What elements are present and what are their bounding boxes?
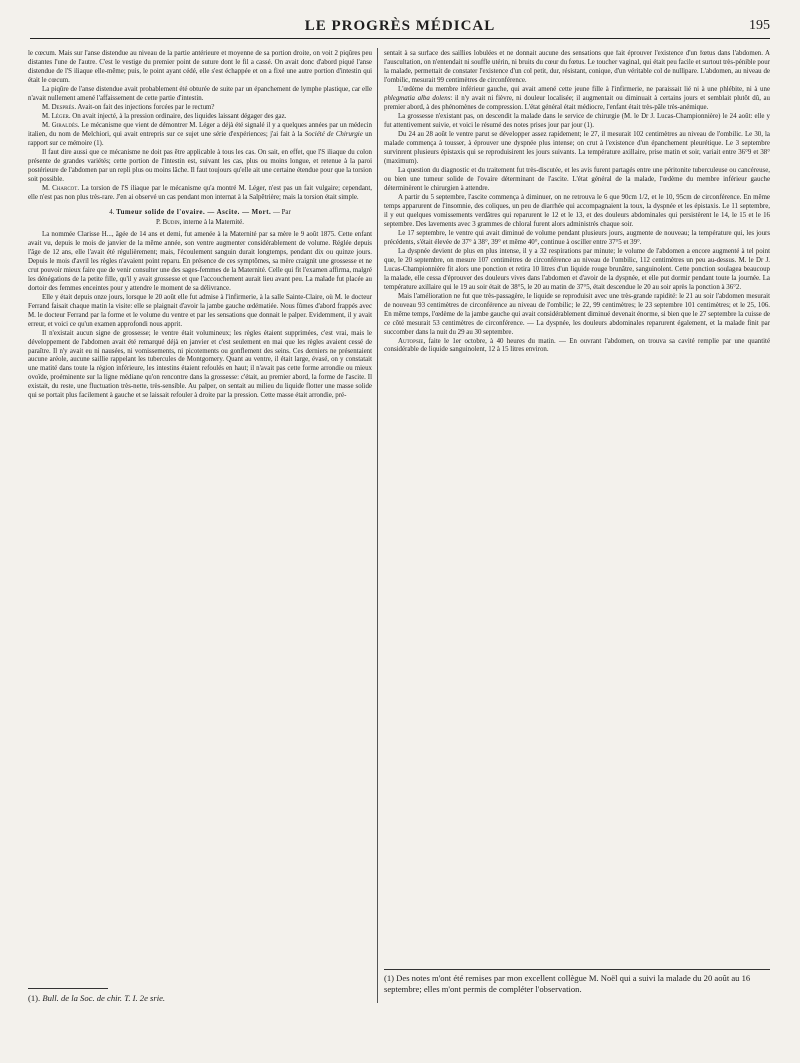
paragraph: le cœcum. Mais sur l'anse distendue au niveau de la partie antérieure et moyenne de sa portion droite, on voit 2 piqûres peu distantes l'une de l'autre. C'est le vestige du premier point de suture dont le fil a cassé. On avait donc d'abord piqué l'anse distendue de l'S iliaque elle-même; puis, le point ayant cédé, elle s'est échappée et on a fixé une autre portion d'intestin qui était le cœcum. <box>28 50 372 84</box>
article-title: Tumeur solide de l'ovaire. — Ascite. — Mort. <box>116 208 272 216</box>
paragraph: Il n'existait aucun signe de grossesse; le ventre était volumineux; les règles étaient supprimées, c'est vrai, mais le développement de l'abdomen avait été remarqué déjà en janvier et c'est seulement en mai que les règles avaient cessé de paraître. Il n'y avait eu ni nausées, ni vomissements, ni picotements ou gonflement des seins. Ces derniers ne présentaient aucune aréole, aucune saillie rappelant les tubercules de Montgomery. Quant au ventre, il était large, évasé, on y constatait une matité dans toute la région inférieure, les intestins étaient refoulés en haut; il n'avait pas cette forme arrondie ou mieux ovoïde, proéminente sur la ligne médiane qu'on rencontre dans la grossesse: c'était, au premier abord, la forme de l'ascite. Il existait, du reste, une fluctuation très-nette, très-sensible. Au palper, on sentait au milieu du liquide flotter une masse solide qui se portait plus facilement à gauche et se laissait refouler à droite par la pression. Cette masse était arrondie, pré- <box>28 329 372 400</box>
right-column <box>384 50 770 985</box>
paragraph: La piqûre de l'anse distendue avait probablement été obturée de suite par un épanchement de lymphe plastique, car elle n'avait nullement amené l'affaissement de cette partie d'intestin. <box>28 85 372 102</box>
author-role: , interne à la Maternité. <box>179 218 244 226</box>
footnote-left <box>28 988 372 1004</box>
footnote-text: Bull. de la Soc. de chir. T. I. 2e srie. <box>42 993 166 1003</box>
speaker-name: M. Charcot. <box>42 184 80 192</box>
speaker-name: M. Léger. <box>42 112 71 120</box>
speaker-name: M. Giraldès. <box>42 121 80 129</box>
paragraph: La grossesse n'existant pas, on descendit la malade dans le service de chirurgie (M. le Dr J. Lucas-Championnière) le 24 août: elle y fut attentivement suivie, et voici le résumé des notes prises jour par jour (1). <box>384 112 770 129</box>
footnote-right <box>384 969 770 995</box>
paragraph: Mais l'amélioration ne fut que très-passagère, le liquide se reproduisit avec une très-grande rapidité: le 21 au soir l'abdomen mesurait de nouveau 93 centimètres de circonférence au niveau de l'ombilic; le 22, 99 centimètres; le 23 septembre 101 centimètres; et le 25, 106. En même temps, l'œdème de la jambe gauche qui avait considérablement diminué devenait énorme, si bien que le 27 septembre la cuisse de ce côté mesurait 53 centimètres de circonférence. — La dyspnée, les douleurs abdominales reparurent également, et la malade finit par succomber dans la nuit du 29 au 30 septembre. <box>384 292 770 336</box>
speaker-text: Avait-on fait des injections forcées par le rectum? <box>76 103 215 111</box>
paragraph-text: L'œdème du membre inférieur gauche, qui avait amené cette jeune fille à l'infirmerie, ne paraissait lié ni à une phlébite, ni à une <box>398 85 770 93</box>
running-header <box>30 18 770 39</box>
speaker-name: M. Després. <box>42 103 77 111</box>
left-column <box>28 50 372 988</box>
paragraph-text: , faite le 1er octobre, à 40 heures du matin. — En ouvrant l'abdomen, on trouva sa cavité remplie par une quantité considérable de liquide sanguinolent, 12 à 15 litres environ. <box>384 337 770 354</box>
article-heading <box>28 209 372 218</box>
footnote-rule <box>384 969 770 970</box>
paragraph: Elle y était depuis onze jours, lorsque le 20 août elle fut admise à l'infirmerie, à la salle Sainte-Claire, où M. le docteur Ferrand faisait chaque matin la visite: elle se plaignait d'avoir la jambe gauche œdématiée. Nous fûmes d'abord frappés avec M. le docteur Ferrand par la forme et le volume du ventre et par les sensations que donnait le palper. Evidemment, il y avait erreur, et voici ce qu'un examen approfondi nous apprit. <box>28 293 372 328</box>
paragraph: La dyspnée devient de plus en plus intense, il y a 32 respirations par minute; le volume de l'abdomen a encore augmenté à tel point que, le 20 septembre, on mesure 107 centimètres de circonférence au niveau de l'ombilic, 112 centimètres un peu au-dessus. M. le Dr J. Lucas-Championnière fit alors une ponction et retira 10 litres d'un liquide rouge brunâtre, sanguinolent. Cette ponction soulagea beaucoup la malade, elle cessa d'éprouver des douleurs vives dans l'abdomen et d'avoir de la dyspnée, et elle put dormir pendant toute la journée. La température axillaire qui le 19 au soir était de 38°5, le 20 au matin de 37°5, était descendue le 20 au soir après la ponction à 36°2. <box>384 247 770 291</box>
paragraph: La question du diagnostic et du traitement fut très-discutée, et les avis furent partagés entre une péritonite tuberculeuse ou cancéreuse, ou bien une tumeur solide de l'ovaire déterminant de l'ascite. L'état général de la malade, l'œdème du membre inférieur gauche déterminèrent le chirurgien à attendre. <box>384 166 770 192</box>
column-divider <box>377 48 378 1003</box>
paragraph: La nommée Clarisse H..., âgée de 14 ans et demi, fut amenée à la Maternité par sa mère le 9 août 1875. Cette enfant avait vu, depuis le mois de janvier de la même année, son ventre augmenter considérablement de volume. Réglée depuis l'âge de 12 ans, elle l'avait été régulièrement; mais, l'écoulement sanguin durait longtemps, pendant dix ou quinze jours. Depuis le mois d'avril les règles n'avaient point reparu. En présence de ces symptômes, sa mère craignit une grossesse et ne crut pouvoir mieux faire que de venir consulter une des sages-femmes de la Maternité. Celle qui fit l'examen affirma, malgré les dénégations de la petite fille, qu'il y avait grossesse et que l'accouchement aurait lieu avant peu. La malade fut placée au dortoir des femmes enceintes pour y attendre le moment de sa délivrance. <box>28 230 372 292</box>
paragraph: Le 17 septembre, le ventre qui avait diminué de volume pendant plusieurs jours, augmente de nouveau; la température qui, les jours précédents, s'était élevée de 37° à 38°, 39° et même 40°, continue à osciller entre 37°5 et 39°. <box>384 229 770 246</box>
footnote-text: (1) Des notes m'ont été remises par mon excellent collègue M. Noël qui a suivi la malade du 20 août au 16 septembre; elles m'ont permis de compléter l'observation. <box>384 973 751 994</box>
paragraph: A partir du 5 septembre, l'ascite commença à diminuer, on ne retrouva le 6 que 90cm 1/2, et le 10, 95cm de circonférence. En même temps apparurent de l'insomnie, des coliques, un peu de diarrhée qui accompagnaient la toux, la dyspnée et les épistaxis. Le 11 septembre, il y eut quelques vomissements verdâtres qui reparurent le 12 et le 13, et des douleurs abdominales qui persistèrent le 14, le 15 et le 16 septembre. Des lavements avec 3 grammes de chloral furent alors administrés chaque soir. <box>384 193 770 228</box>
paragraph: Il faut dire aussi que ce mécanisme ne doit pas être applicable à tous les cas. On sait, en effet, que l'S iliaque du colon présente de grandes variétés; cette portion de l'intestin est, suivant les cas, plus ou moins longue, et retenue à la paroi postérieure de l'abdomen par un repli plus ou moins lâche. Il faut toujours qu'elle ait une certaine étendue pour que la torsion soit possible. <box>28 148 372 183</box>
paragraph <box>384 338 770 356</box>
article-number: 4. <box>109 208 115 216</box>
paragraph-text: : il n'y avait ni fièvre, ni douleur localisée; il augmentait ou diminuait à certains jours et semblait plutôt dû, au premier abord, à des phénomènes de compression. L'état général était médiocre, l'enfant était très-pâle très-anémique. <box>384 94 770 111</box>
paragraph <box>28 122 372 149</box>
paragraph <box>384 86 770 113</box>
footnote-rule <box>28 988 108 989</box>
article-par: — Par <box>272 208 291 216</box>
article-byline <box>28 219 372 228</box>
paragraph <box>28 104 372 113</box>
journal-title: LE PROGRÈS MÉDICAL <box>304 18 496 34</box>
paragraph <box>28 113 372 122</box>
italic-term: phlegmatia alba dolens <box>384 94 451 102</box>
author-name: P. Budin <box>156 218 180 226</box>
speaker-text: La torsion de l'S iliaque par le mécanisme qu'a montré M. Léger, n'est pas un fait vulgaire; cependant, elle n'est pas non plus très-rare. J'en ai observé un cas pendant mon internat à la Salpêtrière; mais la torsion était simple. <box>28 184 372 201</box>
speaker-text: un rapport sur ce mémoire (1). <box>28 130 372 147</box>
speaker-text: Le mécanisme que vient de démontrer M. Léger a déjà été signalé il y a quelques années par un médecin italien, du nom de Melchiori, qui avait entrepris sur ce sujet une série d'expériences; j'ai fait à la <box>28 121 372 138</box>
paragraph: sentait à sa surface des saillies lobulées et ne donnait aucune des sensations que fait éprouver l'existence d'un fœtus dans l'abdomen. A l'auscultation, on n'entendait ni souffle utérin, ni bruits du cœur du fœtus. Le toucher vaginal, qui était peu facile et surtout très-pénible pour la malade, permettait de constater l'existence d'un col petit, dur, résistant, conique, d'un véritable col de nullipare. L'abdomen, au niveau de l'ombilic, mesurait 99 centimètres de circonférence. <box>384 50 770 84</box>
footnote-marker: (1). <box>28 993 41 1003</box>
paragraph <box>28 185 372 203</box>
italic-reference: Société de Chirurgie <box>304 130 363 138</box>
speaker-text: On avait injecté, à la pression ordinaire, des liquides laissant dégager des gaz. <box>70 112 287 120</box>
paragraph: Du 24 au 28 août le ventre parut se développer assez rapidement; le 27, il mesurait 102 centimètres au niveau de l'ombilic. Le 30, la malade commença à tousser, à éprouver une dyspnée plus intense; on crut à l'existence d'un épanchement pleurétique. Le 3 septembre survinrent plusieurs épistaxis qui se reproduisirent les jours suivants. La température axillaire, prise matin et soir, variait entre 36°9 et 38° (maximum). <box>384 130 770 165</box>
page-number: 195 <box>749 18 770 33</box>
section-label: Autopsie <box>398 337 424 345</box>
